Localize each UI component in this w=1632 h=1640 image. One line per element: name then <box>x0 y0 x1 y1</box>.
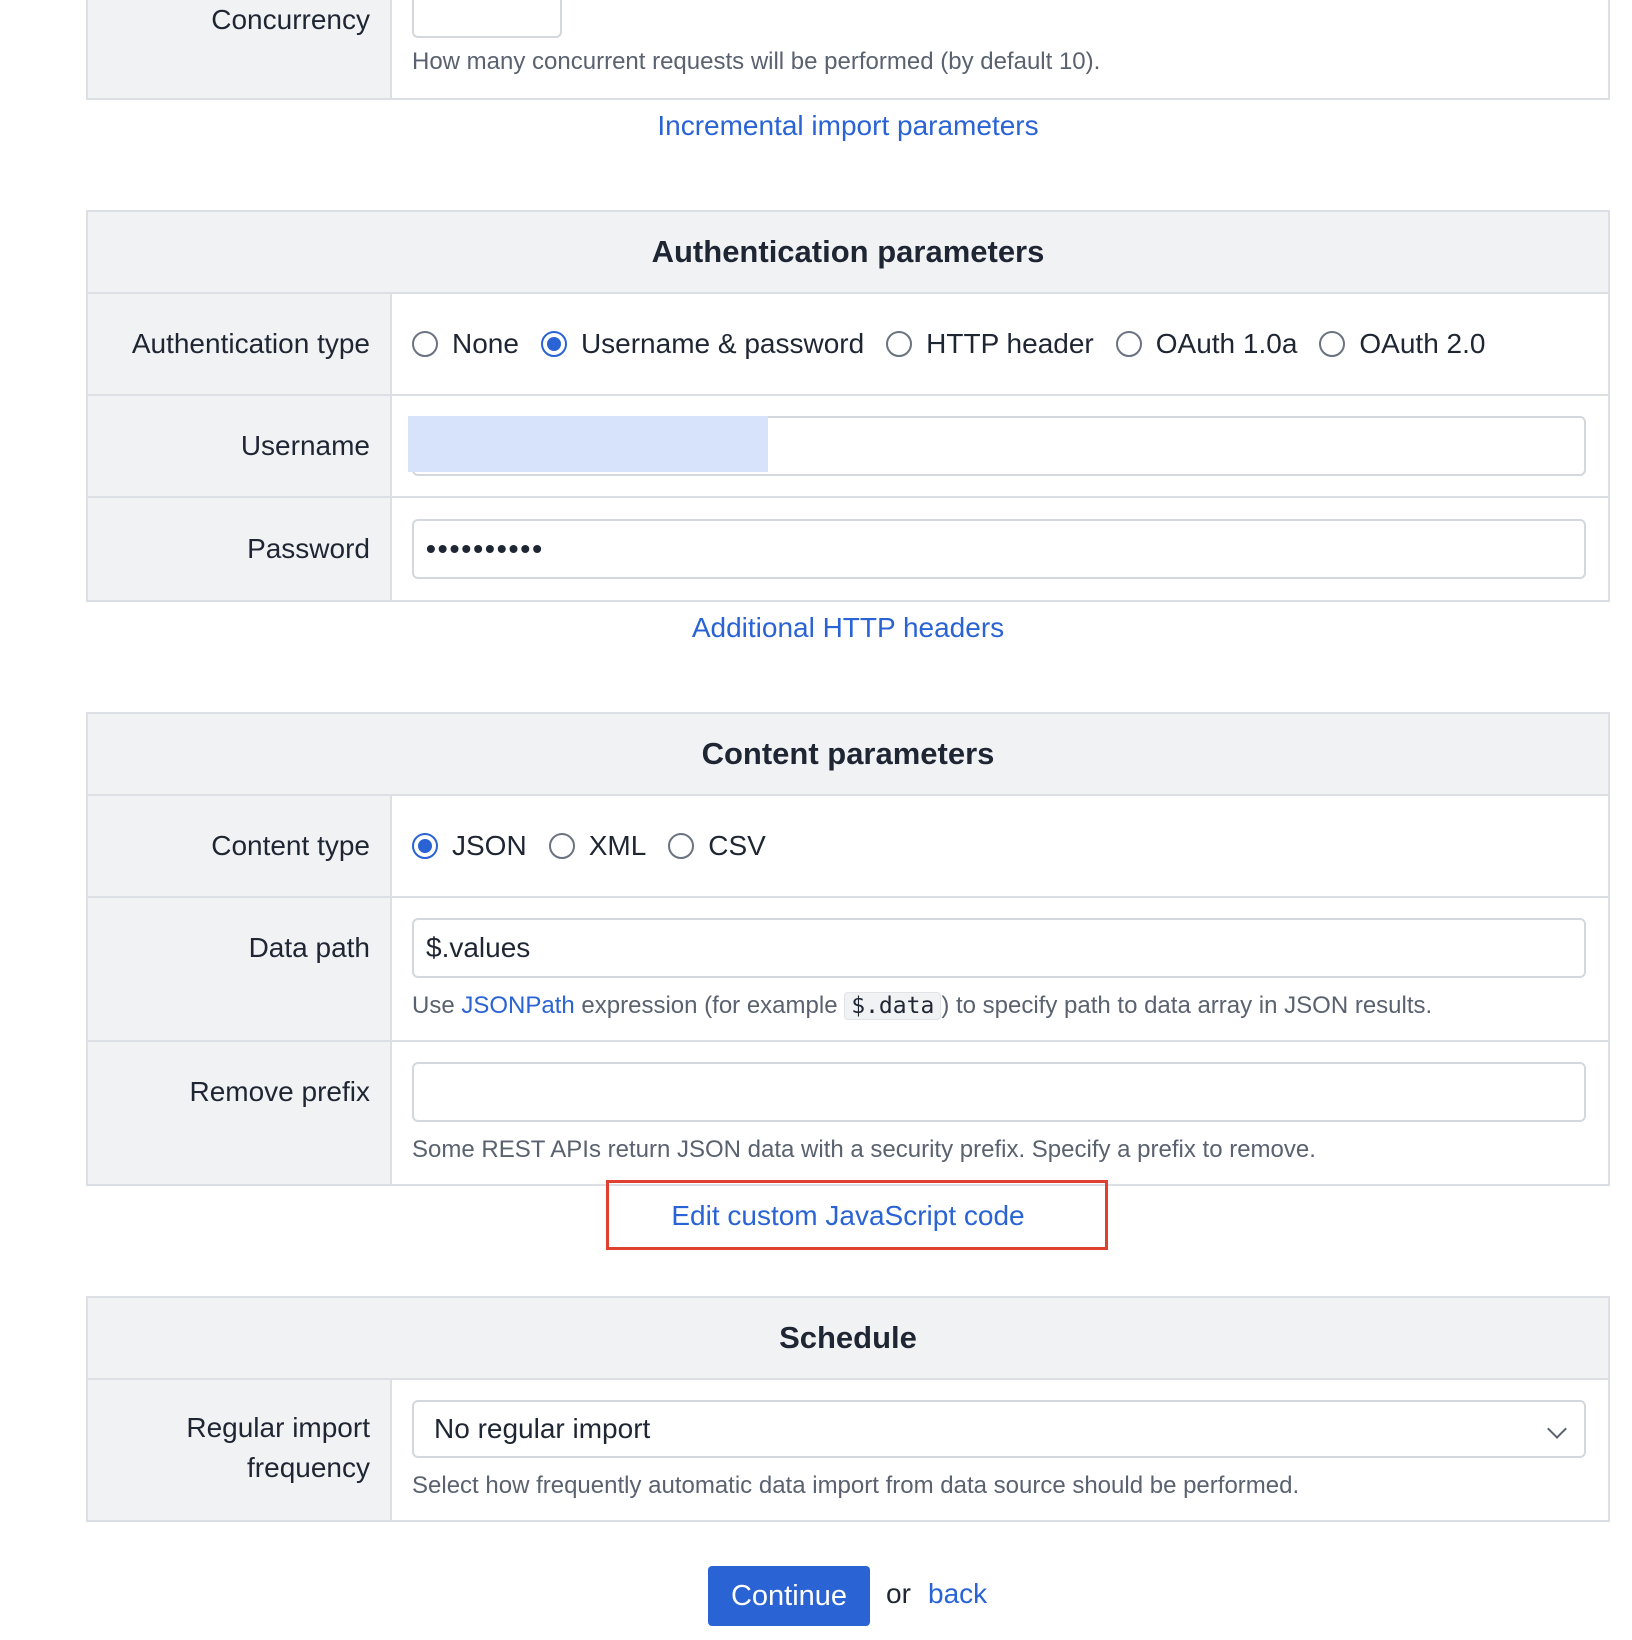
content-type-radios <box>412 830 1586 862</box>
jsonpath-link[interactable]: JSONPath <box>461 992 575 1019</box>
content-type-row <box>88 796 1608 898</box>
authentication-title: Authentication parameters <box>88 212 1608 294</box>
auth-radio-oauth2[interactable]: OAuth 2.0 <box>1319 328 1485 360</box>
frequency-row <box>88 1380 1608 1520</box>
schedule-table <box>86 1296 1610 1522</box>
radio-unchecked-icon <box>886 331 912 357</box>
password-label: Password <box>88 498 392 600</box>
data-path-input[interactable]: $.values <box>412 918 1586 978</box>
remove-prefix-input[interactable] <box>412 1062 1586 1122</box>
frequency-label: Regular import frequency <box>88 1380 392 1520</box>
content-table <box>86 712 1610 1186</box>
username-row <box>88 396 1608 498</box>
remove-prefix-help: Some REST APIs return JSON data with a security prefix. Specify a prefix to remove. <box>412 1136 1316 1163</box>
username-label: Username <box>88 396 392 496</box>
remove-prefix-row <box>88 1042 1608 1184</box>
radio-unchecked-icon <box>549 833 575 859</box>
auth-type-row <box>88 294 1608 396</box>
additional-headers-link[interactable]: Additional HTTP headers <box>691 612 1005 643</box>
frequency-help: Select how frequently automatic data import from data source should be performed. <box>412 1472 1300 1499</box>
content-radio-xml[interactable]: XML <box>549 830 647 862</box>
radio-unchecked-icon <box>1116 331 1142 357</box>
incremental-import-link[interactable]: Incremental import parameters <box>657 110 1039 141</box>
auth-type-radios <box>412 328 1586 360</box>
concurrency-row <box>88 0 1608 98</box>
data-path-row <box>88 898 1608 1042</box>
concurrency-label: Concurrency <box>88 0 392 98</box>
radio-unchecked-icon <box>1319 331 1345 357</box>
frequency-select[interactable]: No regular import <box>412 1400 1586 1458</box>
data-path-help: Use JSONPath expression (for example $.data ) to specify path to data array in JSON results. <box>412 992 1433 1019</box>
username-input[interactable] <box>412 416 1586 476</box>
chevron-down-icon <box>1547 1419 1567 1439</box>
schedule-title: Schedule <box>88 1298 1608 1380</box>
auth-radio-username-password[interactable]: Username & password <box>541 328 864 360</box>
remove-prefix-label: Remove prefix <box>88 1042 392 1184</box>
content-title: Content parameters <box>88 714 1608 796</box>
or-text: or <box>886 1578 911 1609</box>
back-link[interactable]: back <box>928 1578 988 1609</box>
content-radio-csv[interactable]: CSV <box>668 830 766 862</box>
data-path-example-code: $.data <box>844 992 941 1020</box>
authentication-table <box>86 210 1610 602</box>
radio-checked-icon <box>412 833 438 859</box>
edit-javascript-link[interactable]: Edit custom JavaScript code <box>671 1200 1025 1231</box>
auth-radio-none[interactable]: None <box>412 328 519 360</box>
general-table <box>86 0 1610 100</box>
radio-unchecked-icon <box>668 833 694 859</box>
data-path-label: Data path <box>88 898 392 1040</box>
radio-unchecked-icon <box>412 331 438 357</box>
concurrency-help: How many concurrent requests will be performed (by default 10). <box>412 48 1101 75</box>
radio-checked-icon <box>541 331 567 357</box>
username-selection <box>408 416 768 472</box>
password-row <box>88 498 1608 600</box>
password-input[interactable]: •••••••••• <box>412 519 1586 579</box>
auth-radio-http-header[interactable]: HTTP header <box>886 328 1094 360</box>
auth-radio-oauth1[interactable]: OAuth 1.0a <box>1116 328 1298 360</box>
auth-type-label: Authentication type <box>88 294 392 394</box>
continue-button[interactable]: Continue <box>708 1566 870 1626</box>
content-type-label: Content type <box>88 796 392 896</box>
concurrency-input[interactable] <box>412 0 562 38</box>
content-radio-json[interactable]: JSON <box>412 830 527 862</box>
